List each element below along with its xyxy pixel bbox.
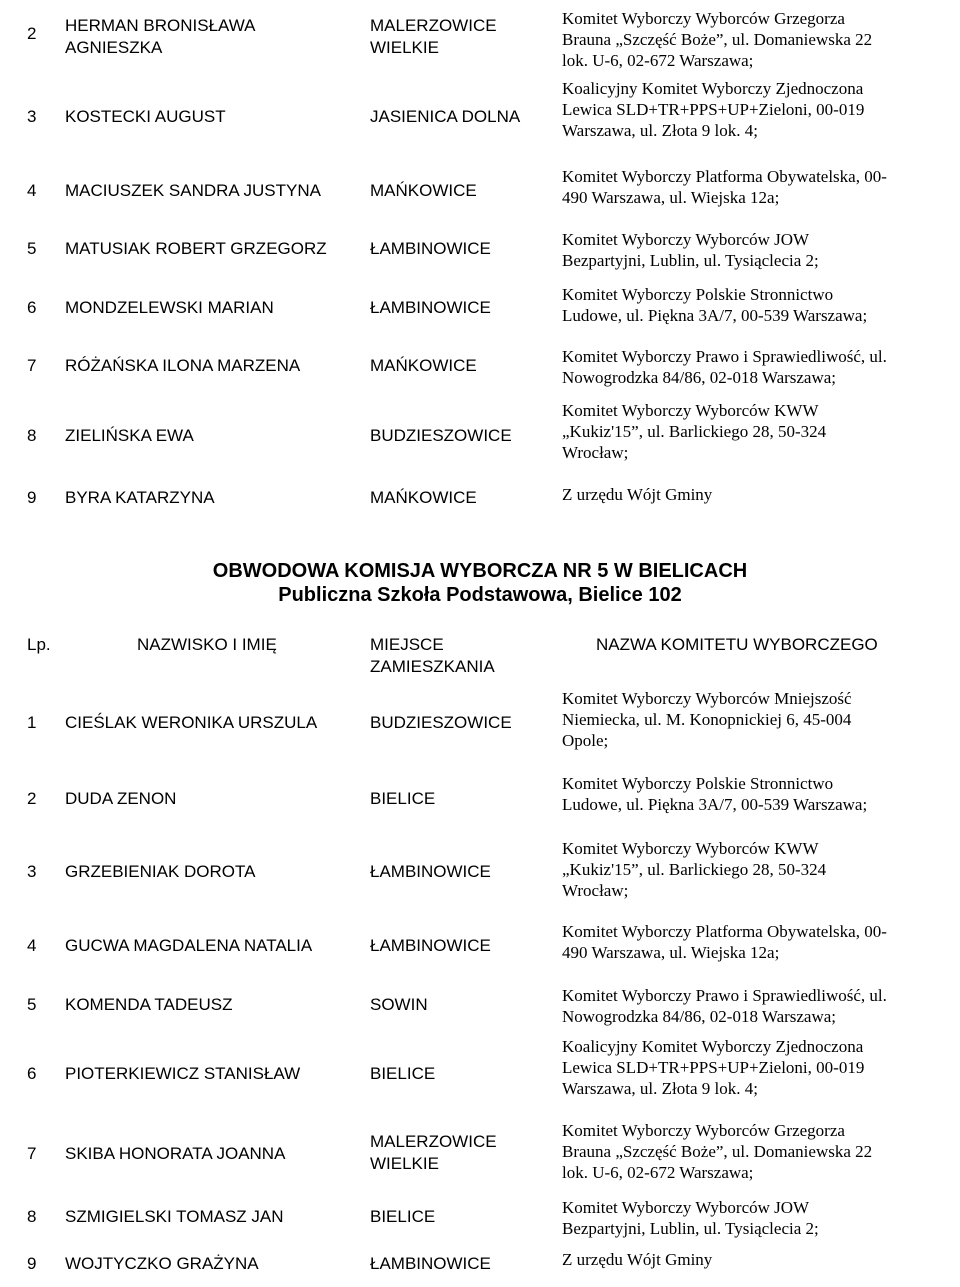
- committee-name: Komitet Wyborczy Wyborców Grzegorza Brauna „Szczęść Boże”, ul. Domaniewska 22 lok. U-6, 02-672 Warszawa;: [562, 1121, 873, 1182]
- residence-place: MALERZOWICE WIELKIE: [370, 1132, 497, 1173]
- row-number: 3: [27, 107, 37, 126]
- header-place: MIEJSCE ZAMIESZKANIA: [370, 635, 495, 676]
- row-number: 8: [27, 426, 37, 445]
- row-number: 5: [27, 239, 37, 258]
- residence-place: MALERZOWICE WIELKIE: [370, 16, 497, 57]
- member-name: MATUSIAK ROBERT GRZEGORZ: [65, 239, 327, 258]
- residence-place: BIELICE: [370, 1064, 436, 1083]
- committee-name: Z urzędu Wójt Gminy: [562, 1250, 713, 1269]
- committee-name: Komitet Wyborczy Prawo i Sprawiedliwość, ul. Nowogrodzka 84/86, 02-018 Warszawa;: [562, 347, 887, 387]
- member-name: GRZEBIENIAK DOROTA: [65, 862, 256, 881]
- residence-place: BIELICE: [370, 789, 436, 808]
- row-number: 9: [27, 1254, 37, 1273]
- row-number: 6: [27, 1064, 37, 1083]
- member-name: HERMAN BRONISŁAWA AGNIESZKA: [65, 16, 256, 57]
- member-name: KOSTECKI AUGUST: [65, 107, 226, 126]
- member-name: CIEŚLAK WERONIKA URSZULA: [65, 713, 318, 732]
- member-name: PIOTERKIEWICZ STANISŁAW: [65, 1064, 301, 1083]
- row-number: 3: [27, 862, 37, 881]
- row-number: 1: [27, 713, 37, 732]
- residence-place: BUDZIESZOWICE: [370, 713, 512, 732]
- committee-name: Koalicyjny Komitet Wyborczy Zjednoczona Lewica SLD+TR+PPS+UP+Zieloni, 00-019 Warszawa, ul. Złota 9 lok. 4;: [562, 1037, 865, 1098]
- residence-place: MAŃKOWICE: [370, 181, 477, 200]
- member-name: MONDZELEWSKI MARIAN: [65, 298, 274, 317]
- residence-place: SOWIN: [370, 995, 428, 1014]
- row-number: 4: [27, 936, 37, 955]
- committee-name: Komitet Wyborczy Wyborców Mniejszość Niemiecka, ul. M. Konopnickiej 6, 45-004 Opole;: [562, 689, 852, 750]
- member-name: SZMIGIELSKI TOMASZ JAN: [65, 1207, 284, 1226]
- residence-place: BIELICE: [370, 1207, 436, 1226]
- residence-place: ŁAMBINOWICE: [370, 862, 491, 881]
- row-number: 5: [27, 995, 37, 1014]
- residence-place: ŁAMBINOWICE: [370, 1254, 491, 1273]
- residence-place: MAŃKOWICE: [370, 356, 477, 375]
- member-name: MACIUSZEK SANDRA JUSTYNA: [65, 181, 321, 200]
- member-name: DUDA ZENON: [65, 789, 177, 808]
- committee-name: Komitet Wyborczy Wyborców JOW Bezpartyjni, Lublin, ul. Tysiąclecia 2;: [562, 1198, 819, 1238]
- row-number: 7: [27, 356, 37, 375]
- committee-name: Koalicyjny Komitet Wyborczy Zjednoczona Lewica SLD+TR+PPS+UP+Zieloni, 00-019 Warszawa, ul. Złota 9 lok. 4;: [562, 79, 865, 140]
- row-number: 4: [27, 181, 37, 200]
- residence-place: ŁAMBINOWICE: [370, 936, 491, 955]
- member-name: GUCWA MAGDALENA NATALIA: [65, 936, 313, 955]
- committee-name: Komitet Wyborczy Polskie Stronnictwo Ludowe, ul. Piękna 3A/7, 00-539 Warszawa;: [562, 774, 868, 814]
- committee-name: Komitet Wyborczy Platforma Obywatelska, 00- 490 Warszawa, ul. Wiejska 12a;: [562, 167, 887, 207]
- committee-name: Komitet Wyborczy Wyborców Grzegorza Brauna „Szczęść Boże”, ul. Domaniewska 22 lok. U-6, 02-672 Warszawa;: [562, 9, 873, 70]
- row-number: 8: [27, 1207, 37, 1226]
- row-number: 7: [27, 1144, 37, 1163]
- commission-location: Publiczna Szkoła Podstawowa, Bielice 102: [278, 584, 682, 606]
- residence-place: BUDZIESZOWICE: [370, 426, 512, 445]
- committee-name: Komitet Wyborczy Wyborców KWW „Kukiz'15”, ul. Barlickiego 28, 50-324 Wrocław;: [562, 401, 827, 462]
- row-number: 9: [27, 488, 37, 507]
- member-name: WOJTYCZKO GRAŻYNA: [65, 1254, 259, 1273]
- residence-place: MAŃKOWICE: [370, 488, 477, 507]
- committee-name: Komitet Wyborczy Wyborców KWW „Kukiz'15”, ul. Barlickiego 28, 50-324 Wrocław;: [562, 839, 827, 900]
- committee-name: Komitet Wyborczy Wyborców JOW Bezpartyjni, Lublin, ul. Tysiąclecia 2;: [562, 230, 819, 270]
- member-name: ZIELIŃSKA EWA: [65, 426, 194, 445]
- member-name: KOMENDA TADEUSZ: [65, 995, 233, 1014]
- header-committee: NAZWA KOMITETU WYBORCZEGO: [596, 635, 878, 654]
- residence-place: ŁAMBINOWICE: [370, 298, 491, 317]
- residence-place: JASIENICA DOLNA: [370, 107, 521, 126]
- header-name: NAZWISKO I IMIĘ: [137, 635, 277, 654]
- member-name: BYRA KATARZYNA: [65, 488, 215, 507]
- member-name: SKIBA HONORATA JOANNA: [65, 1144, 286, 1163]
- committee-name: Komitet Wyborczy Polskie Stronnictwo Ludowe, ul. Piękna 3A/7, 00-539 Warszawa;: [562, 285, 868, 325]
- member-name: RÓŻAŃSKA ILONA MARZENA: [65, 356, 301, 375]
- row-number: 2: [27, 24, 37, 43]
- commission-title: OBWODOWA KOMISJA WYBORCZA NR 5 W BIELICACH: [212, 560, 748, 582]
- header-lp: Lp.: [27, 635, 51, 654]
- row-number: 2: [27, 789, 37, 808]
- committee-name: Komitet Wyborczy Platforma Obywatelska, 00- 490 Warszawa, ul. Wiejska 12a;: [562, 922, 887, 962]
- committee-name: Z urzędu Wójt Gminy: [562, 485, 713, 504]
- committee-name: Komitet Wyborczy Prawo i Sprawiedliwość, ul. Nowogrodzka 84/86, 02-018 Warszawa;: [562, 986, 887, 1026]
- row-number: 6: [27, 298, 37, 317]
- residence-place: ŁAMBINOWICE: [370, 239, 491, 258]
